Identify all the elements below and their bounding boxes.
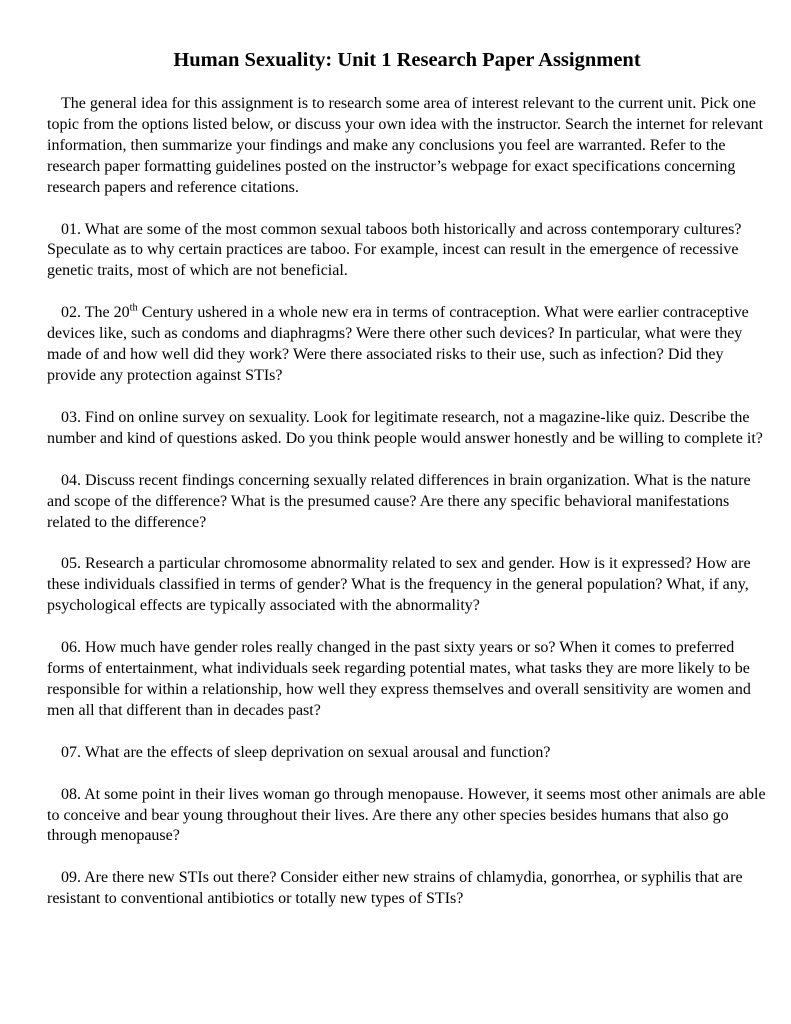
document-page [47,47,767,931]
topic-08: 08. At some point in their lives woman go through menopause. However, it seems most other animals are able to conceive and bear young throughout their lives. Are there any other species besides humans that also go through menopause? [47,785,766,845]
intro-paragraph: The general idea for this assignment is to research some area of interest relevant to the current unit. Pick one topic from the options listed below, or discuss your own idea with the instructor. Search the internet for relevant information, then summarize your findings and make any conclusions you feel are warranted. Refer to the research paper formatting guidelines posted on the instructor’s webpage for exact specifications concerning research papers and reference citations. [47,95,764,196]
topic-05: 05. Research a particular chromosome abnormality related to sex and gender. How is it expressed? How are these individuals classified in terms of gender? What is the frequency in the general population? What, if any, psychological effects are typically associated with the abnormality? [47,555,751,615]
topic-02-superscript: th [129,302,138,314]
topic-09: 09. Are there new STIs out there? Consider either new strains of chlamydia, gonorrhea, or syphilis that are resistant to conventional antibiotics or totally new types of STIs? [47,869,743,908]
topic-07: 07. What are the effects of sleep deprivation on sexual arousal and function? [61,743,551,761]
topic-01: 01. What are some of the most common sexual taboos both historically and across contemporary cultures? Speculate as to why certain practices are taboo. For example, incest can result in the emergence of recessive genetic traits, most of which are not beneficial. [47,220,742,280]
topic-04: 04. Discuss recent findings concerning sexually related differences in brain organization. What is the nature and scope of the difference? What is the presumed cause? Are there any specific behavioral manifestations related to the difference? [47,471,751,531]
topic-03: 03. Find on online survey on sexuality. Look for legitimate research, not a magazine-like quiz. Describe the number and kind of questions asked. Do you think people would answer honestly and be willing to complete it? [47,408,763,447]
topic-06: 06. How much have gender roles really changed in the past sixty years or so? When it comes to preferred forms of entertainment, what individuals seek regarding potential mates, what tasks they are more likely to be responsible for within a relationship, how well they express themselves and overall sensitivity are women and men all that different than in decades past? [47,639,751,719]
topic-02 [47,303,767,387]
document-title: Human Sexuality: Unit 1 Research Paper Assignment [173,49,641,71]
topic-02-lead: 02. The 20 [61,304,130,322]
topic-02-body: Century ushered in a whole new era in terms of contraception. What were earlier contraceptive devices like, such as condoms and diaphragms? Were there other such devices? In particular, what were they made of and how well did they work? Were there associated risks to their use, such as infection? Did they provide any protection against STIs? [47,304,749,384]
